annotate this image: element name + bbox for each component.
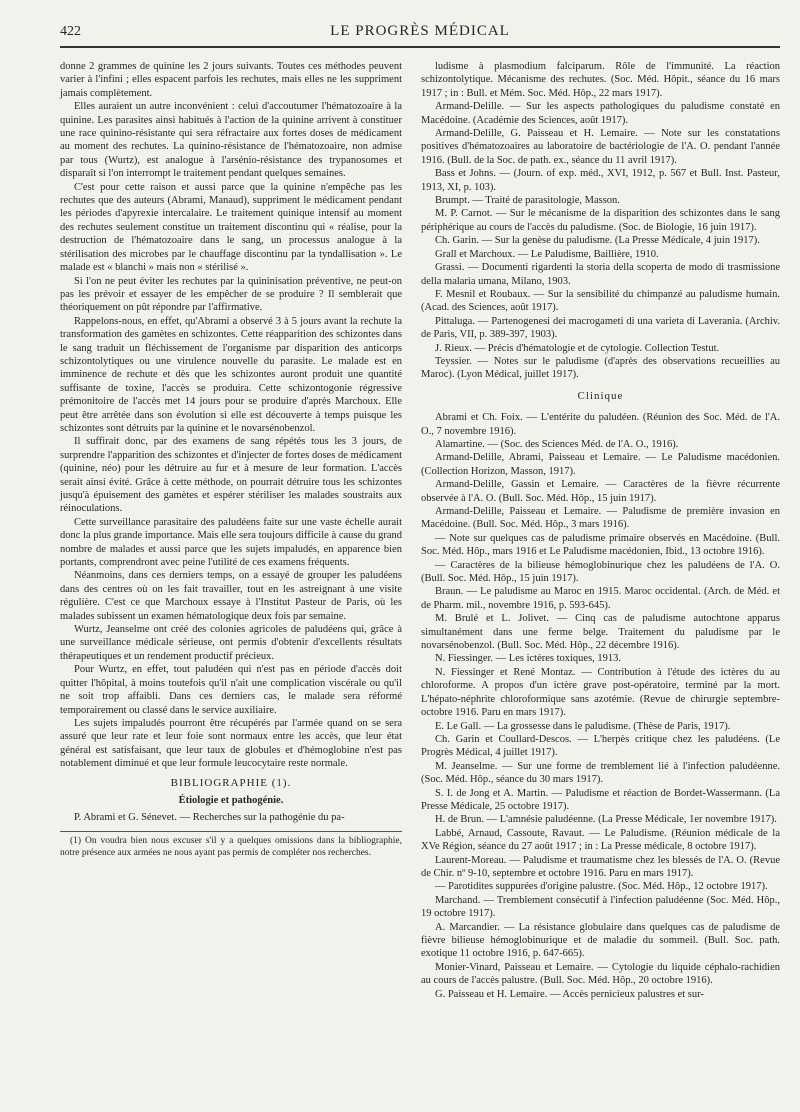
- paragraph: Il suffirait donc, par des examens de sang répétés tous les 3 jours, de surprendre l'apparition des schizontes et d'injecter de fortes doses de médicament (quinine, néo) pour les détruire au fur et à mesure de leur formation. L'accès serait ainsi évité. Grâce à cette méthode, on pourrait détruire tous les schizontes jusqu'à épuisement des gamètes et espérer stériliser les malades soustraits aux réinoculations.: [60, 436, 402, 515]
- paragraph: donne 2 grammes de quinine les 2 jours suivants. Toutes ces méthodes peuvent varier à l'infini ; elles espacent parfois les rechutes, mais elles ne les suppriment jamais complètement.: [60, 61, 402, 99]
- reference-entry: Abrami et Ch. Foix. — L'entérite du paludéen. (Réunion des Soc. Méd. de l'A. O., 7 novembre 1916).: [421, 412, 780, 437]
- reference-entry: S. I. de Jong et A. Martin. — Paludisme et réaction de Bordet-Wassermann. (La Presse Médicale, 25 octobre 1917).: [421, 787, 780, 812]
- paragraph: Rappelons-nous, en effet, qu'Abrami a observé 3 à 5 jours avant la rechute la transformation des gamètes en schizontes. Cette réapparition des schizontes dans le sang traduit un fléchissement de l'organisme par disparition des anticorps schizontolytiques ou une virulence nouvelle du parasite. Le malade est en imminence de rechute et dès que les schizontes auront produit une quantité suffisante de toxine, l'accès se produira. Cette schizontogonie régressive prémonitoire de l'accès met 14 jours pour se produire d'après Marchoux. Elle peut être arrêtée dans son évolution si elle est découverte à temps puisque les schizontes sont détruits par la quinine et le novarsénobenzol.: [60, 315, 402, 434]
- reference-entry: N. Fiessinger. — Les ictères toxiques, 1913.: [435, 653, 622, 665]
- bibliography-subheading: Étiologie et pathogénie.: [178, 794, 284, 806]
- reference-entry: Bass et Johns. — (Journ. of exp. méd., XVI, 1912, p. 567 et Bull. Inst. Pasteur, 1913, XI, p. 103).: [421, 168, 780, 193]
- references-etiologie: [421, 60, 780, 382]
- reference-entry: Armand-Delille, Gassin et Lemaire. — Caractères de la fièvre récurrente observée à l'A. O. (Bull. Soc. Méd. Hôp., 15 juin 1917).: [421, 479, 780, 504]
- reference-entry: Armand-Delille, Abrami, Paisseau et Lemaire. — Le Paludisme macédonien. (Collection Horizon, Masson, 1917).: [421, 452, 780, 477]
- reference-entry: Teyssier. — Notes sur le paludisme (d'après des observations recueillies au Maroc). (Lyon Médical, juillet 1917).: [421, 355, 780, 381]
- paragraph: C'est pour cette raison et aussi parce que la quinine n'empêche pas les rechutes que des auteurs (Abrami, Manaud), suppriment le médicament pendant les périodes d'apyrexie intercalaire. Le traitement quinique intensif au moment des rechutes seulement constitue un traitement discontinu qui « réalise, pour la destruction de l'hématozoaire dans le sang, un processus analogue à la stérilisation des microbes par le chauffage discontinu par la tyndallisation ». Le malade est « blanchi » mais non « stérilisé ».: [60, 181, 402, 274]
- reference-entry: G. Paisseau et H. Lemaire. — Accès pernicieux palustres et sur-: [435, 988, 704, 1000]
- reference-entry: Brumpt. — Traité de parasitologie, Masson.: [435, 195, 620, 207]
- bibliography-heading: BIBLIOGRAPHIE (1).: [170, 776, 292, 789]
- left-column: [60, 60, 402, 859]
- header-rule: [60, 46, 780, 48]
- paragraph: Les sujets impaludés pourront être récupérés par l'armée quand on se sera assuré que leur rate et leur foie sont normaux entre les accès, que leur état général est satisfaisant, que leur taux de globules et d'hémoglobine n'est pas notablement diminué et que leur formule leucocytaire reste normale.: [60, 717, 402, 770]
- paragraph: Si l'on ne peut éviter les rechutes par la quininisation préventive, ne peut-on pas les prévoir et essayer de les empêcher de se produire ? Il semblerait que théoriquement on pût répondre par l'affirmative.: [60, 275, 402, 314]
- reference-entry: A. Marcandier. — La résistance globulaire dans quelques cas de paludisme de fièvre bilieuse hémoglobinurique et de maladie du sommeil. (Bull. Soc. path. exotique 11 octobre 1916, p. 647-665).: [421, 921, 780, 960]
- reference-entry: J. Rieux. — Précis d'hématologie et de cytologie. Collection Testut.: [435, 342, 720, 354]
- reference-entry: M. Brulé et L. Jolivet. — Cinq cas de paludisme autochtone apparus simultanément dans une ferme belge. Traitement du paludisme par le novarsénobenzol. (Bull. Soc. Méd. Hôp., 22 décembre 1916).: [421, 613, 780, 652]
- bibliography-entry: P. Abrami et G. Sénevet. — Recherches sur la pathogénie du pa-: [74, 812, 345, 824]
- reference-entry: Armand-Delille, Paisseau et Lemaire. — Paludisme de première invasion en Macédoine. (Bull. Soc. Méd. Hôp., 3 mars 1916).: [421, 506, 780, 531]
- page-header: [60, 22, 780, 48]
- reference-entry: Labbé, Arnaud, Cassoute, Ravaut. — Le Paludisme. (Réunion médicale de la XVe Région, séance du 27 août 1917 ; in : La Presse médicale, 8 octobre 1917).: [421, 827, 780, 853]
- reference-entry: — Parotidites suppurées d'origine palustre. (Soc. Méd. Hôp., 12 octobre 1917).: [435, 881, 768, 893]
- reference-entry: N. Fiessinger et René Montaz. — Contribution à l'étude des ictères du au chloroforme. A propos d'un ictère grave post-opératoire, terminé par la mort. L'hépato-néphrite chloroformique sans azotémie. (Revue de chirurgie septembre-octobre 1916. Paru en mars 1917).: [421, 666, 780, 719]
- reference-entry: M. Jeanselme. — Sur une forme de tremblement lié à l'infection paludéenne. (Soc. Méd. Hôp., séance du 30 mars 1917).: [421, 760, 780, 786]
- paragraph: Pour Wurtz, en effet, tout paludéen qui n'est pas en période d'accès doit quitter l'hôpital, à moins toutefois qu'il n'ait une complication viscérale ou qu'il ne soit trop affaibli. Dans ces derniers cas, le malade sera réformé temporairement ou classé dans le service auxiliaire.: [60, 664, 402, 716]
- page-number: 422: [60, 24, 81, 39]
- reference-entry: Pittaluga. — Partenogenesi dei macrogameti di una varieta di Laverania. (Archiv. de Paris, VII, p. 389-397, 1903).: [421, 315, 780, 341]
- running-title: LE PROGRÈS MÉDICAL: [330, 23, 510, 39]
- reference-entry: F. Mesnil et Roubaux. — Sur la sensibilité du chimpanzé au paludisme humain. (Acad. des Sciences, août 1917).: [421, 288, 780, 314]
- reference-entry: M. P. Carnot. — Sur le mécanisme de la disparition des schizontes dans le sang périphérique au cours de l'accès du paludisme. (Soc. de Biologie, 16 juin 1917).: [421, 208, 780, 233]
- reference-entry: Braun. — Le paludisme au Maroc en 1915. Maroc occidental. (Arch. de Méd. et de Pharm. mil., novembre 1916, p. 593-645).: [421, 586, 780, 611]
- reference-entry: — Caractères de la bilieuse hémoglobinurique chez les paludéens de l'A. O. (Bull. Soc. Méd. Hôp., 15 juin 1917).: [421, 559, 780, 585]
- paragraph: Wurtz, Jeanselme ont créé des colonies agricoles de paludéens qui, grâce à une surveillance médicale sérieuse, ont permis d'obtenir d'excellents résultats thérapeutiques et un rendement productif précieux.: [60, 624, 402, 662]
- footnote: [60, 831, 402, 859]
- reference-entry: Alamartine. — (Soc. des Sciences Méd. de l'A. O., 1916).: [435, 438, 679, 450]
- reference-entry: Monier-Vinard, Paisseau et Lemaire. — Cytologie du liquide céphalo-rachidien au cours de l'accès palustre. (Bull. Soc. Méd. Hôp., 20 octobre 1916).: [421, 961, 780, 987]
- reference-entry: — Note sur quelques cas de paludisme primaire observés en Macédoine. (Bull. Soc. Méd. Hôp., mars 1916 et Le Paludisme macédonien, Ibid., 13 octobre 1916).: [421, 532, 780, 558]
- reference-entry: Grassi. — Documenti rigardenti la storia della scoperta de modo di trasmissione della malaria umana, Milano, 1903.: [421, 262, 780, 287]
- reference-entry: ludisme à plasmodium falciparum. Rôle de l'immunité. La réaction schizontolytique. Mécanisme des rechutes. (Soc. Méd. Hôpit., séance du 16 mars 1917 ; in : Bull. et Mém. Soc. Méd. Hôp., 22 mars 1917).: [421, 61, 780, 99]
- reference-entry: Marchand. — Tremblement consécutif à l'infection paludéenne (Soc. Méd. Hôp., 19 octobre 1917).: [421, 894, 780, 920]
- paragraph: Elles auraient un autre inconvénient : celui d'accoutumer l'hématozoaire à la quinine. Les parasites ainsi habitués à l'action de la quinine arrivent à constituer une race quinino-résistante qui sera réfractaire aux fortes doses de médicament au moment des rechutes. La quinino-résistance de l'hématozoaire, non admise par tous (Wurtz), est analogue à l'arsénio-résistance des trypanosomes et disparaît si l'on interrompt le traitement pendant quelques semaines.: [60, 101, 402, 180]
- clinique-heading: Clinique: [577, 389, 624, 402]
- reference-entry: Ch. Garin. — Sur la genèse du paludisme. (La Presse Médicale, 4 juin 1917).: [435, 235, 760, 247]
- reference-entry: H. de Brun. — L'amnésie paludéenne. (La Presse Médicale, 1er novembre 1917).: [435, 814, 777, 826]
- right-column: [421, 60, 780, 1001]
- reference-entry: Grall et Marchoux. — Le Paludisme, Baillière, 1910.: [435, 248, 659, 260]
- paragraph: Cette surveillance parasitaire des paludéens faite sur une vaste échelle aurait donc la plus grande importance. Mais elle sera toujours difficile à cause du grand nombre de malades et aussi parce que les sujets impaludés, en apparence bien portants, comprendront avec peine l'utilité de ces examens fréquents.: [60, 516, 402, 569]
- footnote-text: (1) On voudra bien nous excuser s'il y a quelques omissions dans la bibliographie, notre présence aux armées ne nous ayant pas permis de compléter nos recherches.: [60, 835, 402, 858]
- reference-entry: Armand-Delille, G. Paisseau et H. Lemaire. — Note sur les constatations positives d'hématozoaires au laboratoire de bactériologie de l'A. O. pendant l'année 1916. (Bull. de la Soc. de path. ex., séance du 11 avril 1917).: [421, 128, 780, 166]
- paragraph: Néanmoins, dans ces derniers temps, on a essayé de grouper les paludéens dans des centres où on les fait travailler, tout en les astreignant à une visite régulière. C'est ce que Marchoux essaye à l'Institut Pasteur de Paris, où les malades subissent un examen hématologique deux fois par semaine.: [60, 570, 402, 622]
- reference-entry: Armand-Delille. — Sur les aspects pathologiques du paludisme constaté en Macédoine. (Académie des Sciences, août 1917).: [421, 101, 780, 126]
- reference-entry: Ch. Garin et Coullard-Descos. — L'herpès critique chez les paludéens. (Le Progrès Médical, 4 juillet 1917).: [421, 733, 780, 759]
- references-clinique: [421, 411, 780, 1001]
- reference-entry: Laurent-Moreau. — Paludisme et traumatisme chez les blessés de l'A. O. (Revue de Chir. nº 9-10, septembre et octobre 1916. Paru en mars 1917).: [421, 854, 780, 879]
- reference-entry: E. Le Gall. — La grossesse dans le paludisme. (Thèse de Paris, 1917).: [435, 720, 731, 732]
